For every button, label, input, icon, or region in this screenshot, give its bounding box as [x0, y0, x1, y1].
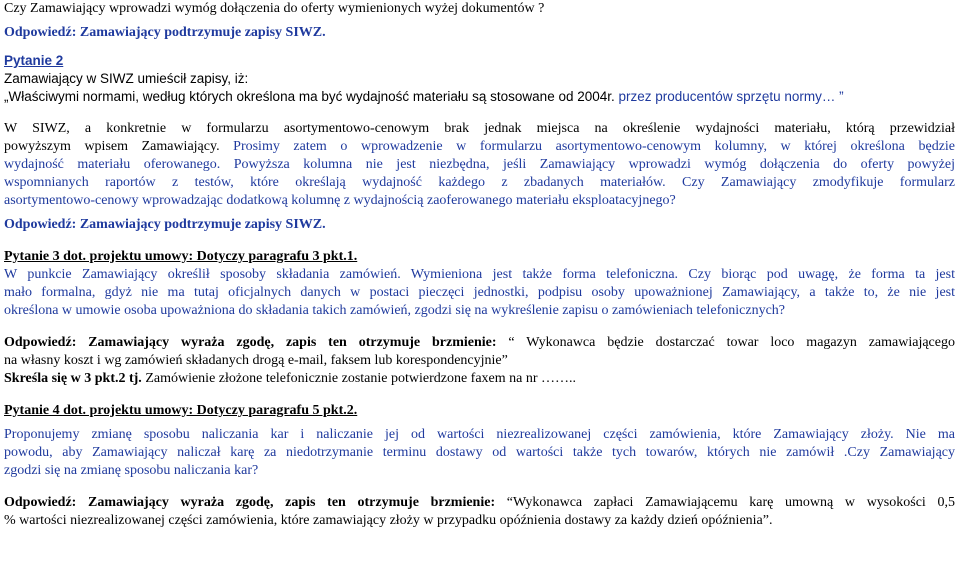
question-line: Czy Zamawiający wprowadzi wymóg dołączenia do oferty wymienionych wyżej dokumentów ? — [4, 1, 545, 16]
question-2-quote-cont: przez producentów sprzętu normy… ” — [614, 89, 844, 104]
question-3-line-1: W punkcie Zamawiający określił sposoby składania zamówień. Wymieniona jest także forma telefoniczna. Czy biorąc pod uwagę, że forma ta jest — [4, 267, 955, 282]
question-2-title: Pytanie 2 — [4, 53, 64, 68]
question-2-paragraph-line-3: wydajność materiału oferowanego. Powyższa kolumna nie jest niezbędna, jeśli Zamawiający wprowadzi wymóg dołączenia do oferty powyżej — [4, 157, 955, 172]
question-2-line-2 — [4, 88, 955, 106]
document-page — [4, 0, 955, 530]
answer-3-line-1 — [4, 334, 955, 352]
question-2-paragraph-line-2 — [4, 138, 955, 156]
question-3-line-2: mało formalna, gdyż nie ma tutaj oficjalnych danych w postaci pieczęci jednostki, podpisu osoby upoważnionej Zamawiający, a także to, że nie jest — [4, 285, 955, 300]
answer-4-line-1 — [4, 494, 955, 512]
answer-3-strike-text: Zamówienie złożone telefonicznie zostanie potwierdzone faxem na nr …….. — [141, 371, 577, 386]
answer-4-line-2: % wartości niezrealizowanej części zamówienia, które zamawiający złoży w przypadku opóźnienia dostawy za każdy dzień opóźnienia”. — [4, 513, 773, 528]
answer-line — [4, 24, 955, 42]
question-4-line-2: powodu, aby Zamawiający naliczał karę za niedotrzymanie terminu dostawy od wartości także tych towarów, których nie zamówił .Czy Zamawiający — [4, 445, 955, 460]
answer-3-quote-start: “ Wykonawca będzie dostarczać towar loco magazyn zamawiającego — [508, 335, 955, 350]
answer-label: Odpowiedź — [4, 25, 72, 40]
question-4-line-3: zgodzi się na zmianę sposobu naliczania kar? — [4, 463, 259, 478]
question-2-paragraph-line-4: wspomnianych raportów z testów, które określają wydajność każdego z zbadanych materiałów. Czy Zamawiający zmodyfikuje formularz — [4, 175, 955, 190]
answer-3-strike-label: Skreśla się w — [4, 371, 85, 386]
answer-3-label: Odpowiedź — [4, 335, 72, 350]
answer-3-line-2: na własny koszt i wg zamówień składanych drogą e-mail, faksem lub korespondencyjnie” — [4, 353, 508, 368]
question-4-line-1: Proponujemy zmianę sposobu naliczania kar i naliczanie jej od wartości niezrealizowanej części zamówienia, które Zamawiający złoży. Nie ma — [4, 427, 955, 442]
question-2-paragraph-part-a: powyższym wpisem Zamawiający. — [4, 139, 220, 154]
answer-3-strike-ref: 3 pkt.2 tj. — [84, 371, 142, 386]
answer-text: : Zamawiający podtrzymuje zapisy SIWZ. — [71, 25, 326, 40]
answer-3-line-3 — [4, 370, 955, 388]
question-2-paragraph-part-b: Prosimy zatem o wprowadzenie w formularzu asortymentowo-cenowym kolumny, w której określona będzie — [219, 139, 956, 154]
question-2-quote: „Właściwymi normami, według których określona ma być wydajność materiału są stosowane od 2004r. — [4, 89, 615, 104]
question-3-line-3: określona w umowie osoba upoważniona do składania takich zamówień, zgodzi się na wykreślenie zapisu o zamówieniach telefonicznych? — [4, 303, 786, 318]
answer-4-label: Odpowiedź: Zamawiający wyraża zgodę, zapis ten otrzymuje brzmienie: — [4, 495, 507, 510]
question-2-line-1: Zamawiający w SIWZ umieścił zapisy, iż: — [4, 71, 249, 86]
question-4-title: Pytanie 4 dot. projektu umowy: Dotyczy paragrafu 5 pkt.2. — [4, 403, 358, 418]
question-2-paragraph-line-5: asortymentowo-cenowy wprowadzając dodatkową kolumnę z wydajnością zaoferowanego materiału eksploatacyjnego? — [4, 193, 676, 208]
question-3-title: Pytanie 3 dot. projektu umowy: Dotyczy paragrafu 3 pkt.1. — [4, 249, 358, 264]
question-2-paragraph-line-1: W SIWZ, a konkretnie w formularzu asortymentowo-cenowym brak jednak miejsca na określenie wydajności materiału, którą przewidział — [4, 121, 955, 136]
answer-3-intro: : Zamawiający wyraża zgodę, zapis ten otrzymuje brzmienie: — [71, 335, 509, 350]
answer-2-line: Odpowiedź: Zamawiający podtrzymuje zapisy SIWZ. — [4, 217, 326, 232]
answer-4-quote-start: “Wykonawca zapłaci Zamawiającemu karę umowną w wysokości 0,5 — [506, 495, 955, 510]
